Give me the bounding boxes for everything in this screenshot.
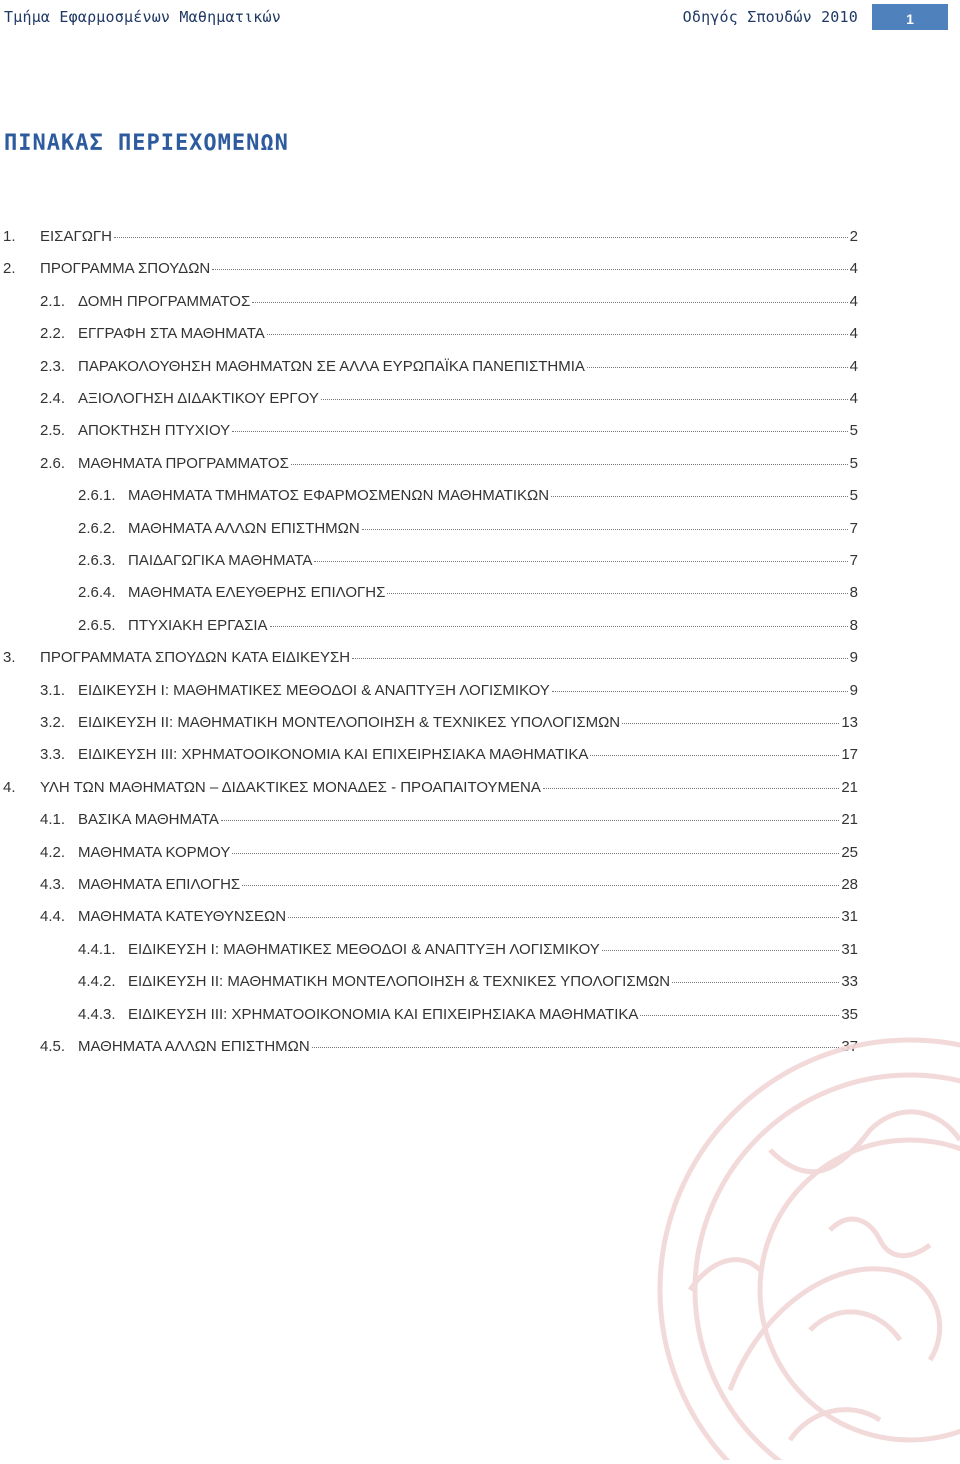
toc-leader-dots — [232, 431, 848, 432]
toc-entry-page: 9 — [849, 681, 858, 699]
toc-entry-page: 5 — [849, 422, 858, 440]
toc-entry-page: 31 — [841, 908, 858, 926]
toc-leader-dots — [587, 367, 848, 368]
toc-leader-dots — [221, 820, 839, 821]
toc-entry-page: 5 — [849, 454, 858, 472]
toc-leader-dots — [267, 334, 848, 335]
toc-entry-page: 21 — [841, 778, 858, 796]
toc-entry-label: ΜΑΘΗΜΑΤΑ ΚΑΤΕΥΘΥΝΣΕΩΝ — [78, 908, 287, 926]
toc-leader-dots — [551, 496, 848, 497]
toc-entry-label: ΜΑΘΗΜΑΤΑ ΑΛΛΩΝ ΕΠΙΣΤΗΜΩΝ — [78, 1038, 310, 1055]
toc-entry-number: 3.1. — [40, 681, 66, 699]
toc-entry-page: 7 — [849, 519, 858, 537]
toc-entry-page: 5 — [849, 487, 858, 505]
toc-entry-page: 8 — [849, 616, 858, 634]
toc-leader-dots — [602, 950, 840, 951]
toc-entry-number: 4. — [3, 778, 16, 796]
toc-entry-label: ΜΑΘΗΜΑΤΑ ΕΛΕΥΘΕΡΗΣ ΕΠΙΛΟΓΗΣ — [128, 584, 386, 602]
toc-entry-page: 25 — [841, 843, 858, 861]
toc-entry-page: 37 — [841, 1038, 858, 1055]
toc-leader-dots — [672, 982, 839, 983]
toc-entry[interactable] — [40, 325, 858, 347]
toc-entry-page: 4 — [849, 260, 858, 278]
toc-entry[interactable] — [78, 520, 858, 542]
toc-entry-number: 4.5. — [40, 1038, 66, 1055]
toc-entry-label: ΠΑΡΑΚΟΛΟΥΘΗΣΗ ΜΑΘΗΜΑΤΩΝ ΣΕ ΑΛΛΑ ΕΥΡΩΠΑΪΚΑ ΠΑΝΕΠΙΣΤΗΜΙΑ — [78, 357, 585, 375]
toc-entry[interactable] — [78, 1006, 858, 1028]
toc-leader-dots — [114, 237, 848, 238]
toc-entry-page: 9 — [849, 649, 858, 667]
guide-title: Οδηγός Σπουδών 2010 — [682, 8, 858, 26]
toc-leader-dots — [543, 788, 839, 789]
toc-entry-number: 4.2. — [40, 843, 66, 861]
toc-leader-dots — [387, 593, 847, 594]
toc-entry-label: ΜΑΘΗΜΑΤΑ ΕΠΙΛΟΓΗΣ — [78, 876, 241, 893]
toc-entry-number: 2.2. — [40, 325, 66, 343]
toc-entry-number: 1. — [3, 228, 16, 245]
toc-leader-dots — [352, 658, 848, 659]
toc-entry-page: 31 — [841, 940, 858, 958]
toc-entry[interactable] — [3, 228, 858, 250]
toc-entry-label: ΕΙΔΙΚΕΥΣΗ ΙΙ: ΜΑΘΗΜΑΤΙΚΗ ΜΟΝΤΕΛΟΠΟΙΗΣΗ & ΤΕΧΝΙΚΕΣ ΥΠΟΛΟΓΙΣΜΩΝ — [78, 714, 621, 731]
toc-leader-dots — [291, 464, 848, 465]
toc-entry-page: 13 — [841, 714, 858, 731]
toc-leader-dots — [552, 691, 848, 692]
toc-entry-label: ΕΙΔΙΚΕΥΣΗ ΙΙΙ: ΧΡΗΜΑΤΟΟΙΚΟΝΟΜΙΑ ΚΑΙ ΕΠΙΧΕΙΡΗΣΙΑΚΑ ΜΑΘΗΜΑΤΙΚΑ — [128, 1005, 639, 1023]
toc-entry-label: ΠΑΙΔΑΓΩΓΙΚΑ ΜΑΘΗΜΑΤΑ — [128, 552, 313, 569]
toc-entry-page: 2 — [849, 228, 858, 245]
toc-entry-number: 3.2. — [40, 714, 66, 731]
toc-entry-number: 4.3. — [40, 876, 66, 893]
toc-leader-dots — [252, 302, 847, 303]
toc-entry-number: 4.4.2. — [78, 973, 116, 991]
university-seal-watermark — [610, 1030, 960, 1460]
toc-entry-number: 4.1. — [40, 811, 66, 829]
toc-entry-number: 2.5. — [40, 422, 66, 440]
toc-entry-label: ΠΤΥΧΙΑΚΗ ΕΡΓΑΣΙΑ — [128, 616, 268, 634]
department-title: Τμήμα Εφαρμοσμένων Μαθηματικών — [4, 8, 281, 26]
toc-entry-number: 2.6.2. — [78, 519, 116, 537]
toc-entry-page: 17 — [841, 746, 858, 764]
toc-entry-number: 2.6.4. — [78, 584, 116, 602]
toc-entry-label: ΔΟΜΗ ΠΡΟΓΡΑΜΜΑΤΟΣ — [78, 292, 251, 310]
toc-entry-label: ΠΡΟΓΡΑΜΜΑ ΣΠΟΥΔΩΝ — [40, 260, 211, 278]
toc-entry-number: 3. — [3, 649, 16, 667]
page-number-badge: 1 — [872, 4, 948, 30]
toc-entry[interactable] — [40, 876, 858, 898]
page-header — [0, 0, 960, 34]
toc-entry-number: 2.6.3. — [78, 552, 116, 569]
toc-title: ΠΙΝΑΚΑΣ ΠΕΡΙΕΧΟΜΕΝΩΝ — [4, 131, 289, 156]
toc-leader-dots — [321, 399, 848, 400]
toc-leader-dots — [232, 853, 839, 854]
toc-entry[interactable] — [40, 811, 858, 833]
toc-entry[interactable] — [40, 358, 858, 380]
toc-entry[interactable] — [78, 552, 858, 574]
toc-entry[interactable] — [78, 973, 858, 995]
toc-entry-label: ΑΞΙΟΛΟΓΗΣΗ ΔΙΔΑΚΤΙΚΟΥ ΕΡΓΟΥ — [78, 390, 319, 407]
toc-entry-label: ΑΠΟΚΤΗΣΗ ΠΤΥΧΙΟΥ — [78, 422, 231, 440]
toc-leader-dots — [640, 1015, 839, 1016]
toc-entry-number: 2.1. — [40, 292, 66, 310]
toc-entry[interactable] — [78, 941, 858, 963]
toc-entry-label: ΜΑΘΗΜΑΤΑ ΠΡΟΓΡΑΜΜΑΤΟΣ — [78, 454, 289, 472]
toc-entry[interactable] — [3, 779, 858, 801]
toc-entry-page: 4 — [849, 390, 858, 407]
toc-leader-dots — [288, 917, 839, 918]
toc-entry-label: ΕΙΔΙΚΕΥΣΗ Ι: ΜΑΘΗΜΑΤΙΚΕΣ ΜΕΘΟΔΟΙ & ΑΝΑΠΤΥΞΗ ΛΟΓΙΣΜΙΚΟΥ — [78, 681, 550, 699]
toc-entry-number: 2.3. — [40, 357, 66, 375]
toc-entry-page: 7 — [849, 552, 858, 569]
toc-entry-label: ΕΙΔΙΚΕΥΣΗ ΙΙΙ: ΧΡΗΜΑΤΟΟΙΚΟΝΟΜΙΑ ΚΑΙ ΕΠΙΧΕΙΡΗΣΙΑΚΑ ΜΑΘΗΜΑΤΙΚΑ — [78, 746, 589, 764]
toc-entry-number: 3.3. — [40, 746, 66, 764]
toc-entry[interactable] — [3, 649, 858, 671]
toc-entry-page: 35 — [841, 1005, 858, 1023]
toc-entry-number: 2.4. — [40, 390, 66, 407]
toc-entry-label: ΕΙΣΑΓΩΓΗ — [40, 228, 113, 245]
toc-entry[interactable] — [40, 844, 858, 866]
toc-entry-page: 21 — [841, 811, 858, 829]
toc-entry[interactable] — [78, 584, 858, 606]
toc-entry-number: 4.4. — [40, 908, 66, 926]
toc-entry-page: 4 — [849, 325, 858, 343]
toc-entry-number: 2.6. — [40, 454, 66, 472]
toc-entry-label: ΜΑΘΗΜΑΤΑ ΤΜΗΜΑΤΟΣ ΕΦΑΡΜΟΣΜΕΝΩΝ ΜΑΘΗΜΑΤΙΚΩΝ — [128, 487, 550, 505]
toc-entry[interactable] — [40, 293, 858, 315]
toc-entry[interactable] — [40, 390, 858, 412]
toc-leader-dots — [362, 529, 848, 530]
toc-entry-label: ΕΓΓΡΑΦΗ ΣΤΑ ΜΑΘΗΜΑΤΑ — [78, 325, 265, 343]
toc-entry[interactable] — [40, 714, 858, 736]
toc-entry-page: 4 — [849, 292, 858, 310]
toc-entry[interactable] — [78, 617, 858, 639]
toc-entry-number: 2.6.5. — [78, 616, 116, 634]
toc-entry-page: 33 — [841, 973, 858, 991]
toc-leader-dots — [242, 885, 839, 886]
toc-entry-number: 4.4.3. — [78, 1005, 116, 1023]
toc-entry-page: 8 — [849, 584, 858, 602]
toc-leader-dots — [314, 561, 847, 562]
toc-entry[interactable] — [3, 260, 858, 282]
toc-leader-dots — [590, 755, 839, 756]
toc-entry-page: 4 — [849, 357, 858, 375]
toc-entry[interactable] — [40, 908, 858, 930]
toc-entry[interactable] — [78, 487, 858, 509]
toc-entry-label: ΜΑΘΗΜΑΤΑ ΑΛΛΩΝ ΕΠΙΣΤΗΜΩΝ — [128, 519, 360, 537]
toc-entry-label: ΕΙΔΙΚΕΥΣΗ ΙΙ: ΜΑΘΗΜΑΤΙΚΗ ΜΟΝΤΕΛΟΠΟΙΗΣΗ & ΤΕΧΝΙΚΕΣ ΥΠΟΛΟΓΙΣΜΩΝ — [128, 973, 671, 991]
toc-leader-dots — [270, 626, 848, 627]
toc-entry-label: ΒΑΣΙΚΑ ΜΑΘΗΜΑΤΑ — [78, 811, 219, 829]
toc-leader-dots — [212, 269, 847, 270]
toc-entry[interactable] — [40, 422, 858, 444]
toc-entry[interactable] — [40, 682, 858, 704]
toc-leader-dots — [622, 723, 839, 724]
toc-entry-number: 4.4.1. — [78, 940, 116, 958]
toc-entry[interactable] — [40, 455, 858, 477]
toc-entry-label: ΜΑΘΗΜΑΤΑ ΚΟΡΜΟΥ — [78, 843, 231, 861]
toc-entry-label: ΕΙΔΙΚΕΥΣΗ Ι: ΜΑΘΗΜΑΤΙΚΕΣ ΜΕΘΟΔΟΙ & ΑΝΑΠΤΥΞΗ ΛΟΓΙΣΜΙΚΟΥ — [128, 940, 600, 958]
toc-entry-number: 2. — [3, 260, 16, 278]
toc-entry[interactable] — [40, 746, 858, 768]
toc-entry-number: 2.6.1. — [78, 487, 116, 505]
toc-entry-label: ΥΛΗ ΤΩΝ ΜΑΘΗΜΑΤΩΝ – ΔΙΔΑΚΤΙΚΕΣ ΜΟΝΑΔΕΣ - ΠΡΟΑΠΑΙΤΟΥΜΕΝΑ — [40, 778, 541, 796]
toc-entry-page: 28 — [841, 876, 858, 893]
toc-entry-label: ΠΡΟΓΡΑΜΜΑΤΑ ΣΠΟΥΔΩΝ ΚΑΤΑ ΕΙΔΙΚΕΥΣΗ — [40, 649, 351, 667]
